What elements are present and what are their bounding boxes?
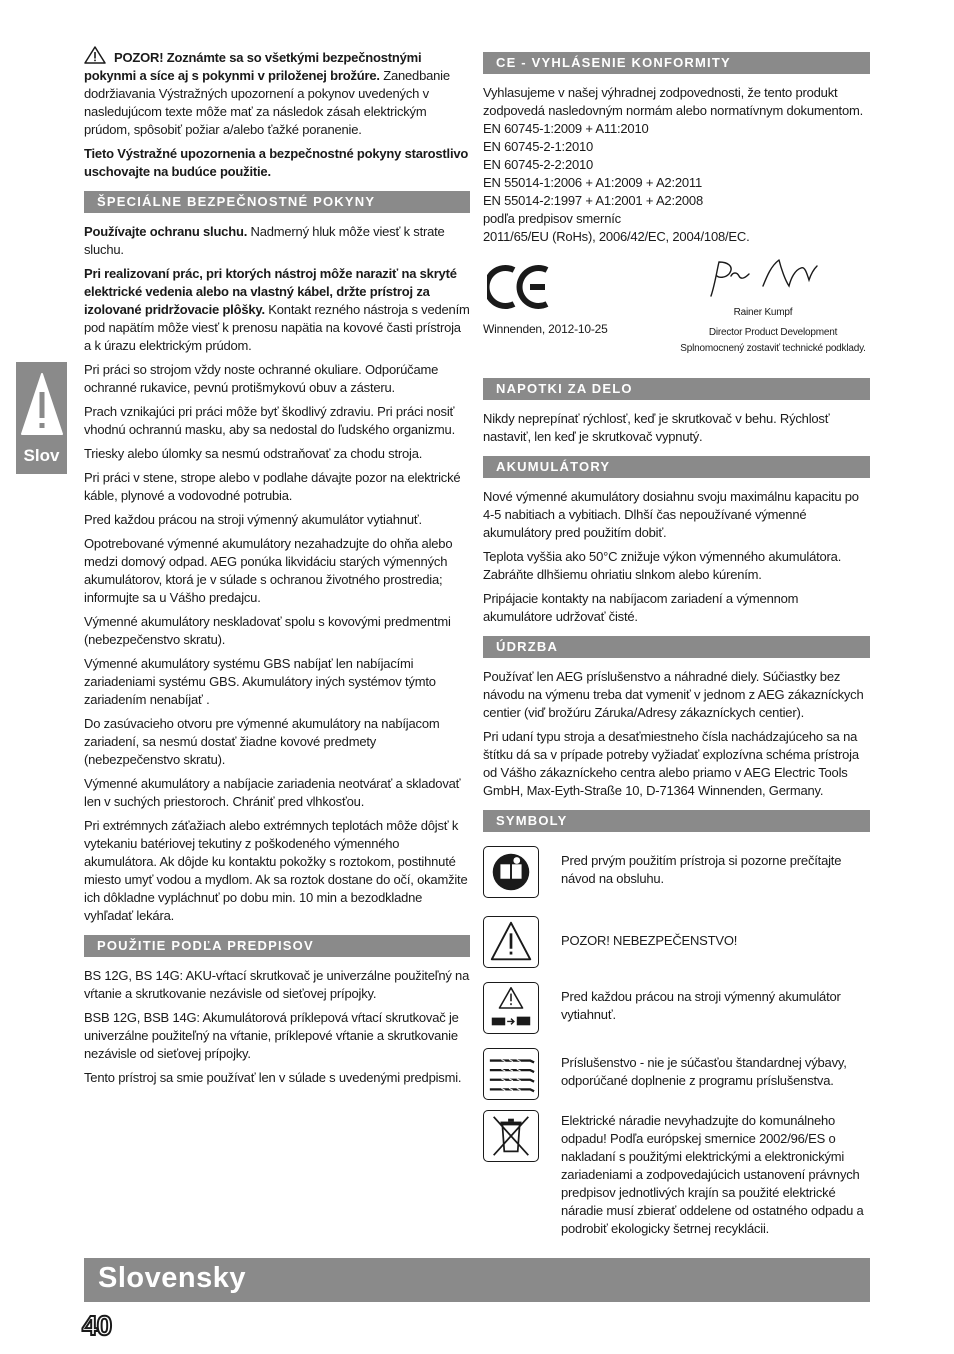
safety-paragraph: Výmenné akumulátory neskladovať spolu s kovovými predmentmi (nebezpečenstvo skratu). [84,614,451,647]
symbol-row [483,1110,870,1238]
maintenance-header: ÚDRZBA [483,636,870,658]
side-tab-label: Slov [23,446,60,465]
intended-use-paragraph: BS 12G, BS 14G: AKU-vŕtací skrutkovač je univerzálne použiteľný na vŕtanie a skrutkovanie nezávisle od sieťovej prípojky. [84,968,470,1001]
intro-warning-bold: POZOR! Zoznámte sa so všetkými bezpečnostnými pokynmi a síce aj s pokynmi v priloženej brožúre. [84,50,422,83]
footer-title: Slovensky [98,1262,246,1294]
standard-item: EN 60745-2-2:2010 [483,157,594,172]
directives-label: podľa predpisov smerníc [483,211,621,226]
safety-section-header: ŠPECIÁLNE BEZPEČNOSTNÉ POKYNY [84,191,470,213]
safety-paragraph: Výmenné akumulátory a nabíjacie zariadenia neotvárať a skladovať len v suchých priestoroch. Chrániť pred vlhkosťou. [84,776,461,809]
safety-paragraph: Triesky alebo úlomky sa nesmú odstraňovať za chodu stroja. [84,446,423,461]
ce-declaration-text: Vyhlasujeme v našej výhradnej zodpovednosti, že tento produkt zodpovedá nasledovným normám alebo normatívnym dokumentom. EN 60745-1:2009 + A11:2010 EN 60745-2-1:2010 EN 60745-2-2:2010 EN 55014-1:2006 + A1:2009 + A2:2011 EN 55014-2:1997 + A1:2001 + A2:2008 podľa predpisov smerníc 2011/65/EU (RoHs), 2006/42/EC, 2004/108/EC. [483,84,870,246]
warning-icon [84,46,106,64]
work-instructions-text: Nikdy neprepínať rýchlosť, keď je skrutkovač v behu. Rýchlosť nastaviť, len keď je skrutkovač vypnutý. [483,411,830,444]
weee-bin-icon [483,1110,539,1162]
symbol-text: POZOR! NEBEZPEČENSTVO! [561,933,738,948]
safety-paragraph: Pri práci so strojom vždy noste ochranné okuliare. Odporúčame ochranné rukavice, pevnú protišmykovú obuv a zásteru. [84,362,439,395]
language-side-tab [16,362,67,474]
battery-paragraph: Pripájacie kontakty na nabíjacom zariadení a výmennom akumulátore udržovať čisté. [483,591,799,624]
warning-icon [483,916,539,968]
symbol-text: Pred prvým použitím prístroja si pozorne prečítajte návod na obsluhu. [561,853,842,886]
page-number: 40 [82,1310,112,1341]
accessory-icon [483,1048,539,1100]
read-manual-icon [483,846,539,898]
battery-paragraph: Teplota vyššia ako 50°C znižuje výkon výmenného akumulátora. Zabráňte dlhšiemu ohriatiu slnkom alebo kúrením. [483,549,842,582]
ce-mark-icon [487,262,551,312]
standard-item: EN 60745-1:2009 + A11:2010 [483,121,649,136]
intended-use-paragraph: Tento prístroj sa smie používať len v súlade s uvedenými predpismi. [84,1070,462,1085]
standard-item: EN 55014-2:1997 + A1:2001 + A2:2008 [483,193,703,208]
intro-warning-text: Zanedbanie dodržiavania Výstražných upozornení a pokynov uvedených v nasledujúcom texte môže mať za následok zásah elektrickým prúdom, spôsobiť požiar a/alebo ťažké poranenie. [84,68,450,137]
hidden-wiring-paragraph: Pri realizovaní prác, pri ktorých nástroj môže naraziť na skryté elektrické vedenia alebo na vlastný kábel, držte prístroj za izolované pridržovacie plôšky. Kontakt rezného nástroja s vedením pod napätím môže viesť k prenosu napätia na kovové časti prístroja a k úrazu elektrickým prúdom. [84,266,470,353]
safety-paragraph: Pri práci v stene, strope alebo v podlahe dávajte pozor na elektrické káble, plynové a vodovodné potrubia. [84,470,461,503]
right-column [483,52,870,1246]
left-column [84,46,470,1093]
symbol-row [483,846,870,900]
battery-paragraph: Nové výmenné akumulátory dosiahnu svoju maximálnu kapacitu po 4-5 nabitiach a vybitiach. Dlhší čas nepoužívané výmenné akumulátory pred použitím dobiť. [483,489,859,540]
remove-battery-icon [483,982,539,1034]
signature-icon [705,256,827,300]
intended-use-paragraph: BSB 12G, BSB 14G: Akumulátorová príklepová vŕtací skrutkovač je univerzálne použiteľný na vŕtanie, príklepové vŕtanie a skrutkovanie nezávisle od sieťovej prípojky. [84,1010,459,1061]
safety-paragraph: Pri extrémnych záťažiach alebo extrémnych teplotách môže dôjsť k vytekaniu batériovej tekutiny z poškodeného výmenného akumulátora. Ak dôjde ku kontaktu pokožky s roztokom, postihnuté miesto umyť vodou a mydlom. Ak sa roztok dostane do očí, okamžite ich dôkladne vypláchnuť po dobu min. 10 min a bezodkladne vyhľadať lekára. [84,818,468,923]
symbols-header: SYMBOLY [483,810,870,832]
signer-name: Rainer Kumpf [733,307,793,318]
ce-declaration-header: CE - VYHLÁSENIE KONFORMITY [483,52,870,74]
intro-warning [84,46,470,139]
footer-banner [84,1258,870,1302]
directives-list: 2011/65/EU (RoHs), 2006/42/EC, 2004/108/EC. [483,229,750,244]
safety-paragraph: Pred každou prácou na stroji výmenný akumulátor vytiahnuť. [84,512,422,527]
safety-paragraph: Výmenné akumulátory systému GBS nabíjať len nabíjacími zariadeniami systému GBS. Akumulátory iných systémov týmto zariadením nenabíjať . [84,656,436,707]
intended-use-header: POUŽITIE PODĽA PREDPISOV [84,935,470,957]
place-date: Winnenden, 2012-10-25 [483,322,608,336]
symbol-row [483,982,870,1036]
standard-item: EN 60745-2-1:2010 [483,139,594,154]
standard-item: EN 55014-1:2006 + A1:2009 + A2:2011 [483,175,703,190]
warning-triangle-icon [20,370,64,440]
safety-paragraph: Prach vznikajúci pri práci môže byť škodlivý zdraviu. Pri práci nosiť vhodnú ochrannú masku, aby sa nedostal do ľudského organizmu. [84,404,456,437]
maintenance-paragraph: Používať len AEG príslušenstvo a náhradné diely. Súčiastky bez návodu na výmenu treba dat vymeniť v jednom z AEG zákazníckych centier (viď brožúru Záruka/Adresy zákazníckych centier). [483,669,864,720]
symbol-text: Pred každou prácou na stroji výmenný akumulátor vytiahnuť. [561,989,841,1022]
maintenance-paragraph: Pri udaní typu stroja a desaťmiestneho čísla nachádzajúceho sa na štítku dá sa v prípade potreby vyžiadať explozívna schéma prístroja od Vášho zákazníckeho centra alebo priamo v AEG Electric Tools GmbH, Max-Eyth-Straße 10, D-71364 Winnenden, Germany. [483,729,859,798]
work-instructions-header: NAPOTKI ZA DELO [483,378,870,400]
ce-signature-block [483,256,870,368]
symbol-row [483,1048,870,1102]
batteries-header: AKUMULÁTORY [483,456,870,478]
symbol-text: Elektrické náradie nevyhadzujte do komunálneho odpadu! Podľa európskej smernice 2002/96/ES o nakladaní s použitými elektrickými a elektronickými zariadeniami a zodpovedajúcich ustanovení právnych predpisov jednotlivých krajín sa použité elektrické náradie musí zbierať oddelene od ostatného odpadu a podrobiť ekologicky šetrnej recyklácii. [561,1113,864,1236]
symbol-text: Príslušenstvo - nie je súčasťou štandardnej výbavy, odporúčané doplnenie z programu príslušenstva. [561,1055,847,1088]
signer-title: Director Product Development Splnomocnený zostaviť technické podklady. [680,327,866,354]
safety-paragraph: Opotrebované výmenné akumulátory nezahadzujte do ohňa alebo medzi domový odpad. AEG ponúka likvidáciu starých výmenných akumulátorov, ktorá je v súlade s ochranou životného prostredia; informujte sa u Vášho predajcu. [84,536,453,605]
safety-paragraph: Do zasúvacieho otvoru pre výmenné akumulátory na nabíjacom zariadení, sa nesmú dostať žiadne kovové predmety (nebezpečenstvo skratu). [84,716,440,767]
keep-note: Tieto Výstražné upozornenia a bezpečnostné pokyny starostlivo uschovajte na budúce použitie. [84,146,469,179]
symbol-row [483,916,870,970]
hearing-protection-paragraph: Používajte ochranu sluchu. Nadmerný hluk môže viesť k strate sluchu. [84,224,445,257]
